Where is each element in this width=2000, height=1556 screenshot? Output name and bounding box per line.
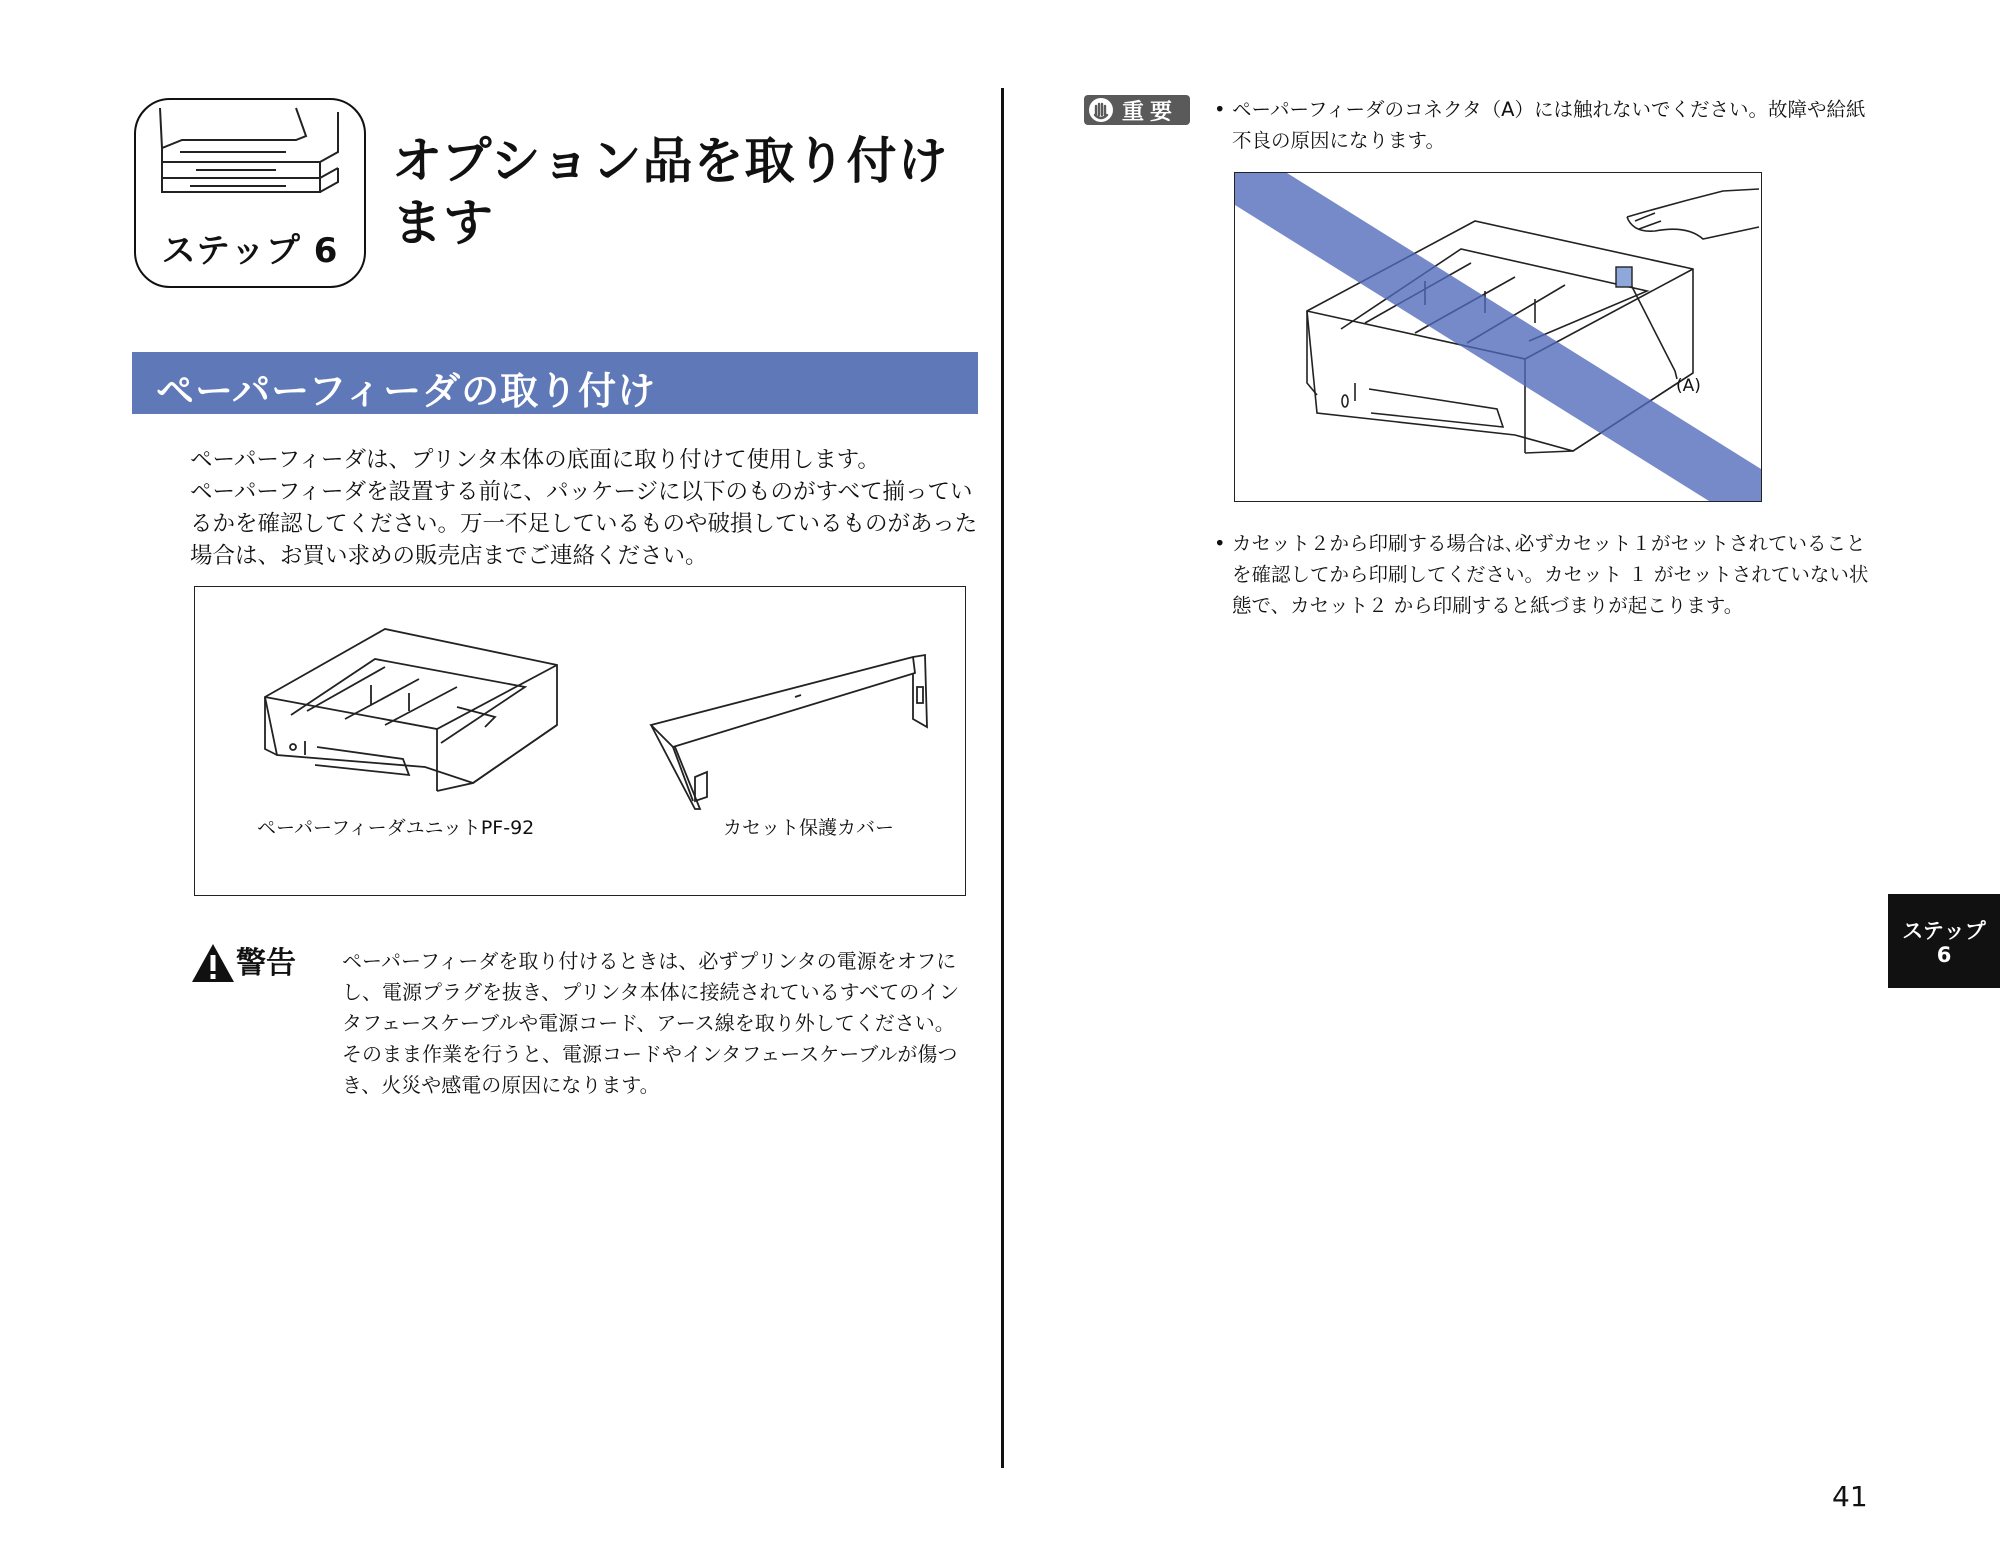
- step-badge: [134, 98, 366, 288]
- cover-caption: カセット保護カバー: [723, 817, 895, 839]
- note-text: ペーパーフィーダのコネクタ（A）には触れないでください。故障や給紙不良の原因になります。: [1232, 98, 1866, 152]
- step-side-tab[interactable]: [1888, 894, 2000, 988]
- intro-paragraph: ペーパーフィーダを設置する前に、パッケージに以下のものがすべて揃っているかを確認してください。万一不足しているものや破損しているものがあった場合は、お買い求めの販売店までご連絡ください。: [190, 479, 978, 569]
- section-title: ペーパーフィーダの取り付け: [156, 369, 657, 413]
- important-label: 重要: [1122, 100, 1179, 125]
- side-tab-label: ステップ: [1902, 919, 1986, 943]
- column-divider: [1001, 88, 1004, 1468]
- important-note-connector: [1214, 94, 1880, 156]
- parts-figure: [194, 586, 966, 896]
- hand-stop-icon: [1087, 97, 1115, 123]
- intro-paragraph: ペーパーフィーダは、プリンタ本体の底面に取り付けて使用します。: [190, 447, 880, 473]
- side-tab-number: 6: [1936, 943, 1952, 967]
- connector-callout: (A): [1676, 376, 1701, 396]
- warning-text: ペーパーフィーダを取り付けるときは、必ずプリンタの電源をオフにし、電源プラグを抜き、プリンタ本体に接続されているすべてのインタフェースケーブルや電源コード、アース線を取り外してください。そのまま作業を行うと、電源コードやインタフェースケーブルが傷つき、火災や感電の原因になります。: [342, 949, 960, 1097]
- connector-illustration: [1235, 173, 1761, 501]
- note-text: カセット２から印刷する場合は､必ずカセット１がセットされていることを確認してから印刷してください。カセット １ がセットされていない状態で、カセット２ から印刷すると紙づまりが起こります。: [1232, 532, 1869, 617]
- paper-feeder-illustration: [265, 629, 557, 791]
- bullet: •: [1214, 98, 1226, 121]
- page-title: オプション品を取り付けます: [392, 132, 949, 252]
- connector-highlight: [1616, 267, 1632, 287]
- page-number: 41: [1832, 1480, 1868, 1513]
- bullet: •: [1214, 532, 1226, 555]
- step-badge-label: ステップ 6: [161, 231, 339, 271]
- intro-text: [190, 444, 980, 572]
- important-note-cassette: [1214, 528, 1880, 621]
- warning-label: 警告: [236, 946, 296, 981]
- feeder-caption: ペーパーフィーダユニットPF-92: [257, 817, 535, 839]
- important-badge: [1084, 95, 1190, 125]
- connector-figure: [1234, 172, 1762, 502]
- section-header: [132, 352, 978, 414]
- parts-illustration: [195, 587, 965, 895]
- cassette-cover-illustration: [651, 655, 927, 809]
- warning-block: [190, 936, 980, 1106]
- warning-triangle-icon: [190, 942, 236, 984]
